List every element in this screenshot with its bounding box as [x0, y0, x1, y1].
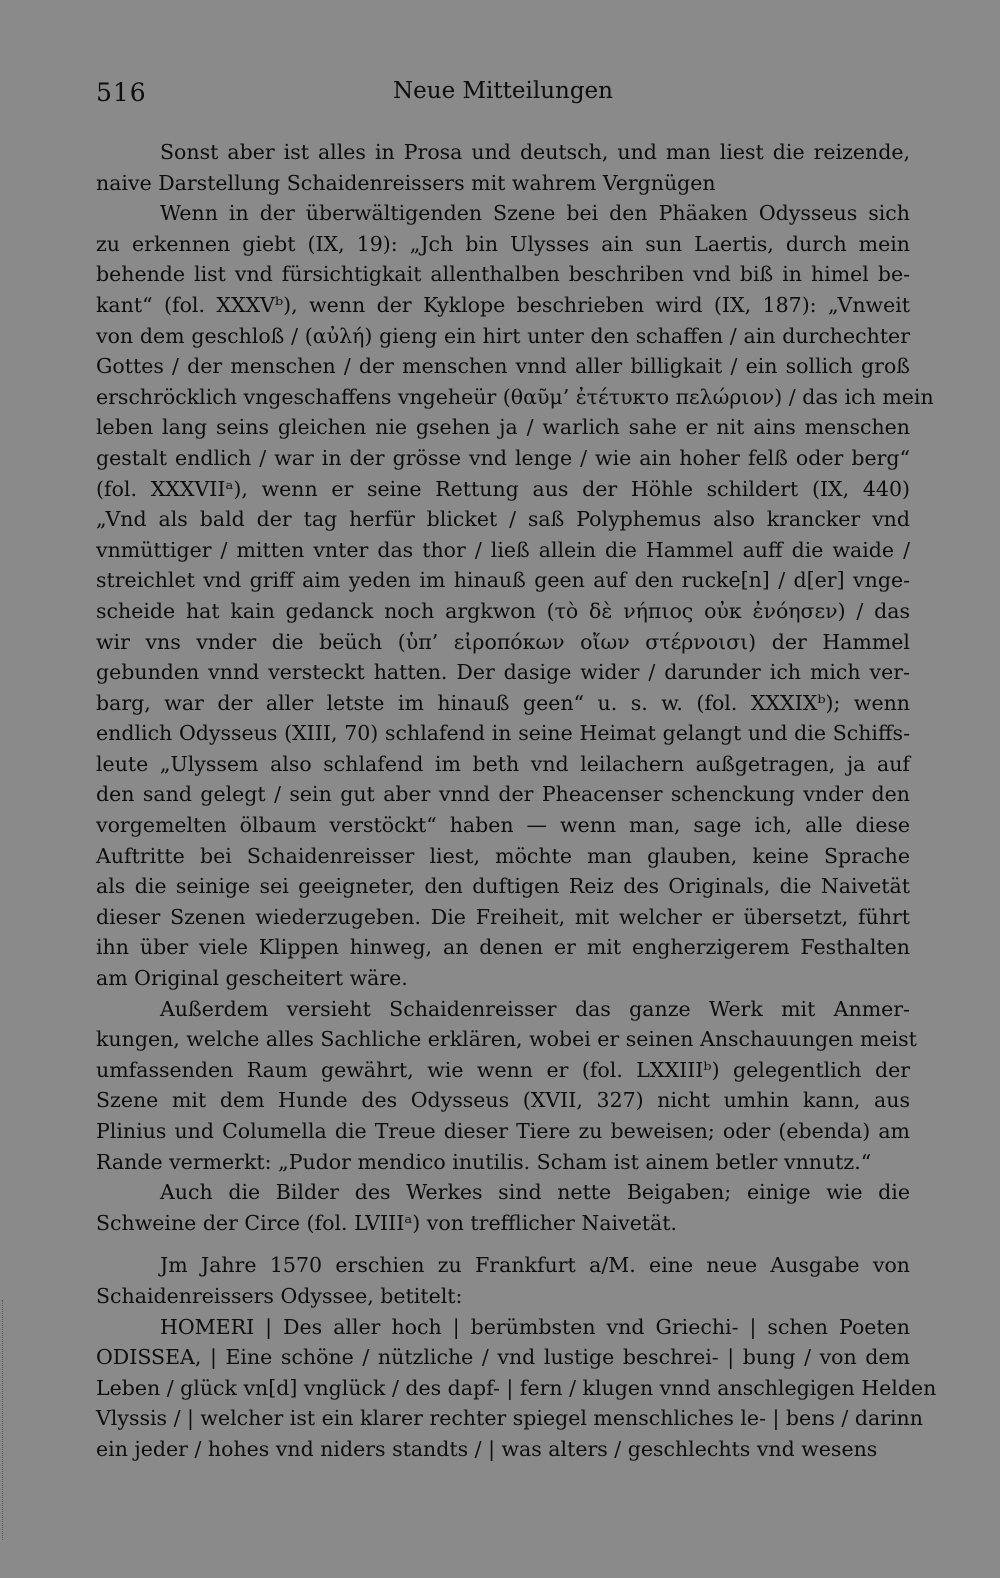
body-text — [96, 137, 937, 1465]
text-line: wir vns vnder die beüch (ὑπ’ εἰροπόκων οἴων στέρνοισι) der Hammel — [96, 629, 910, 654]
text-line: leben lang seins gleichen nie gsehen ja / warlich sahe er nit ains menschen — [96, 415, 910, 440]
text-line: Rande vermerkt: „Pudor mendico inutilis. Scham ist ainem betler vnnutz.“ — [96, 1149, 872, 1174]
page-number: 516 — [96, 78, 147, 107]
text-line: Sonst aber ist alles in Prosa und deutsch, und man liest die reizende, — [160, 140, 910, 164]
text-line: Szene mit dem Hunde des Odysseus (XVII, 327) nicht umhin kann, aus — [96, 1088, 910, 1113]
text-line: als die seinige sei geeigneter, den duftigen Reiz des Originals, die Naivetät — [96, 874, 910, 899]
text-line: Schweine der Circe (fol. LVIIIᵃ) von trefflicher Naivetät. — [96, 1210, 678, 1235]
text-line: Wenn in der überwältigenden Szene bei den Phäaken Odysseus sich — [160, 201, 910, 226]
text-line: barg, war der aller letste im hinauß geen“ u. s. w. (fol. XXXIXᵇ); wenn — [96, 690, 910, 715]
text-line: streichlet vnd griff aim yeden im hinauß geen auf den rucke[n] / d[er] vnge- — [96, 568, 910, 593]
text-line: Schaidenreissers Odyssee, betitelt: — [96, 1283, 463, 1308]
paragraph — [96, 1312, 937, 1465]
paragraph — [96, 198, 934, 993]
paragraph — [96, 137, 910, 198]
text-line: gestalt endlich / war in der grösse vnd lenge / wie ain hoher felß oder berg“ — [96, 445, 910, 470]
text-line: Auch die Bilder des Werkes sind nette Beigaben; einige wie die — [160, 1180, 910, 1205]
text-line: Gottes / der menschen / der menschen vnnd aller billigkait / ein sollich groß — [96, 354, 910, 379]
text-line: „Vnd als bald der tag herfür blicket / saß Polyphemus also krancker vnd — [96, 507, 910, 532]
text-line: Leben / glück vn[d] vnglück / des dapf- | fern / klugen vnnd anschlegigen Helden — [96, 1375, 937, 1400]
running-title: Neue Mitteilungen — [393, 78, 613, 104]
text-line: gebunden vnnd versteckt hatten. Der dasige wider / darunder ich mich ver- — [96, 660, 910, 685]
text-line: erschröcklich vngeschaffens vngeheür (θαῦμ’ ἐτέτυκτο πελώριον) / das ich mein — [96, 384, 934, 409]
scan-edge-marks — [2, 1300, 6, 1540]
text-line: dieser Szenen wiederzugeben. Die Freiheit, mit welcher er übersetzt, führt — [96, 904, 910, 929]
paragraph — [96, 1177, 910, 1238]
page-header — [96, 78, 910, 108]
paragraph — [96, 1250, 910, 1311]
text-line: vorgemelten ölbaum verstöckt“ haben — wenn man, sage ich, alle diese — [96, 813, 910, 838]
text-line: Plinius und Columella die Treue dieser Tiere zu beweisen; oder (ebenda) am — [96, 1119, 910, 1143]
text-line: ihn über viele Klippen hinweg, an denen er mit engherzigerem Festhalten — [96, 935, 910, 960]
text-line: endlich Odysseus (XIII, 70) schlafend in seine Heimat gelangt und die Schiffs- — [96, 721, 910, 746]
paragraph-gap — [96, 1238, 910, 1250]
text-line: behende list vnd fürsichtigkait allenthalben beschriben vnd biß in himel be- — [96, 262, 910, 287]
text-line: leute „Ulyssem also schlafend im beth vnd leilachern außgetragen, ja auf — [96, 751, 910, 776]
text-line: zu erkennen giebt (IX, 19): „Jch bin Ulysses ain sun Laertis, durch mein — [96, 231, 910, 256]
text-line: ODISSEA, | Eine schöne / nützliche / vnd lustige beschrei- | bung / von dem — [96, 1345, 910, 1370]
text-line: am Original gescheitert wäre. — [96, 966, 408, 991]
text-line: Auftritte bei Schaidenreisser liest, möchte man glauben, keine Sprache — [96, 843, 910, 868]
text-line: Jm Jahre 1570 erschien zu Frankfurt a/M. eine neue Ausgabe von — [160, 1253, 910, 1278]
text-line: (fol. XXXVIIᵃ), wenn er seine Rettung aus der Höhle schildert (IX, 440) — [96, 476, 910, 501]
text-line: naive Darstellung Schaidenreissers mit wahrem Vergnügen — [96, 170, 716, 195]
text-line: von dem geschloß / (αὐλή) gieng ein hirt unter den schaffen / ain durchechter — [96, 323, 910, 348]
text-line: Vlyssis / | welcher ist ein klarer rechter spiegel menschliches le- | bens / darinn — [96, 1406, 923, 1431]
text-line: Außerdem versieht Schaidenreisser das ganze Werk mit Anmer- — [160, 996, 910, 1021]
text-line: umfassenden Raum gewährt, wie wenn er (fol. LXXIIIᵇ) gelegentlich der — [96, 1057, 910, 1082]
text-line: kant“ (fol. XXXVᵇ), wenn der Kyklope beschrieben wird (IX, 187): „Vnweit — [96, 292, 910, 317]
text-line: den sand gelegt / sein gut aber vnnd der Pheacenser schenckung vnder den — [96, 782, 910, 807]
text-line: vnmüttiger / mitten vnter das thor / ließ allein die Hammel auff die waide / — [96, 537, 910, 562]
text-line: HOMERI | Des aller hoch | berümbsten vnd Griechi- | schen Poeten — [160, 1314, 910, 1339]
paragraph — [96, 994, 917, 1178]
text-line: kungen, welche alles Sachliche erklären, wobei er seinen Anschauungen meist — [96, 1027, 917, 1052]
text-line: ein jeder / hohes vnd niders standts / | was alters / geschlechts vnd wesens — [96, 1436, 878, 1461]
text-line: scheide hat kain gedanck noch argkwon (τὸ δὲ νήπιος οὐκ ἐνόησεν) / das — [96, 598, 910, 623]
